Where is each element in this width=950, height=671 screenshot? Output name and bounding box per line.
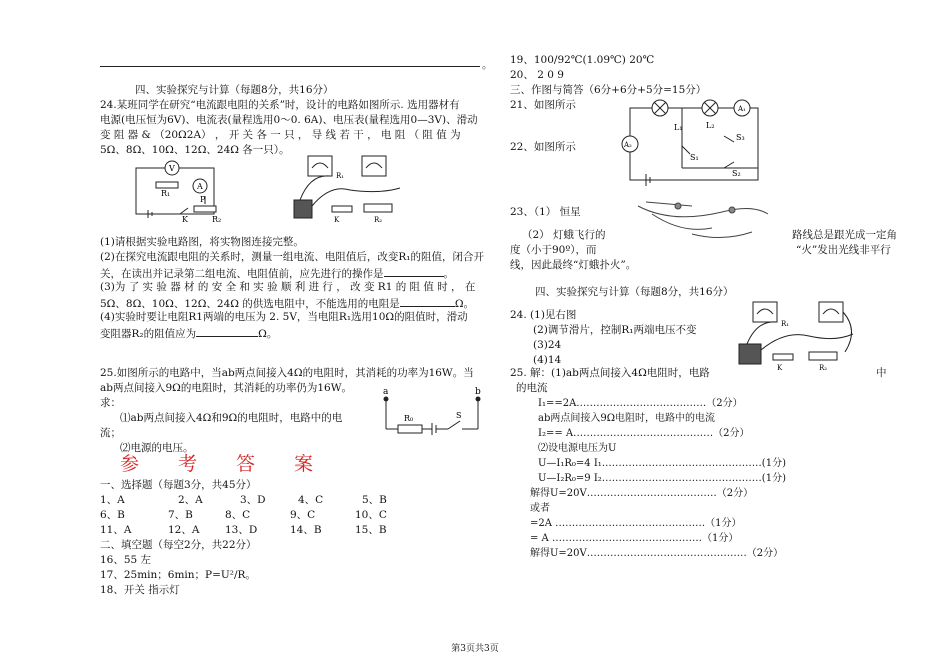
fill-answer: 18、开关 指示灯: [100, 584, 180, 596]
a25-heading-right: 中: [876, 367, 887, 379]
fig24-pic-R1: R₁: [336, 172, 345, 180]
a24-line: 24. (1)见右图: [510, 309, 577, 321]
q24-line: 电源(电压恒为6V)、电流表(量程选用0～0. 6A)、电压表(量程选用0—3V)、滑动: [100, 114, 478, 126]
fig24-R2-label: R₂: [212, 215, 222, 224]
q24-sub: (1)请根据实验电路图，将实物图连接完整。: [100, 236, 304, 248]
top-period: 。: [482, 59, 493, 71]
choice-answer: 7、B: [168, 509, 193, 521]
q25-line: 求：: [100, 397, 121, 409]
fig21-A1: A₁: [738, 105, 746, 113]
choice-answer: 13、D: [225, 524, 258, 536]
q21-circuit-diagram: [612, 96, 768, 188]
a25-line: U—I₂R₀=9 I₂…………………………………………(1分): [538, 473, 786, 484]
answer-blank: [400, 295, 455, 307]
choice-answer: 2、A: [178, 494, 203, 506]
section4-heading-right: 四、实验探究与计算（每题8分，共16分）: [535, 286, 734, 298]
q24-sub-text: 变阻器R₂的阻值应为: [100, 328, 197, 340]
answer-title-char: 考: [178, 453, 200, 475]
a25-line: 解得U=20V…………………………………（2分）: [530, 488, 754, 499]
fig21-L2: L₂: [706, 121, 715, 130]
a25-line: ab两点间接入9Ω电阻时，电路中的电流: [538, 413, 716, 424]
q23-line: 度（小于90º），而: [510, 244, 597, 256]
a25-line: I₂== A……………………………………（2分）: [538, 428, 750, 439]
fig24-pic-K: K: [334, 216, 340, 224]
a25-line: U—I₁R₀=4 I₁…………………………………………(1分): [538, 458, 786, 469]
fig21-S2: S₂: [732, 169, 741, 178]
q22-optics-diagram: [632, 184, 772, 246]
answer-title-char: 答: [236, 453, 258, 475]
a24-line: (4)14: [533, 354, 562, 366]
q24-sub-blank-line: [100, 325, 277, 342]
q23-line: “火”发出光线非平行: [796, 244, 891, 256]
fig21-S1: S₁: [690, 153, 699, 162]
choice-answer: 10、C: [355, 509, 387, 521]
q24-apparatus-picture: [290, 154, 420, 226]
q24-circuit-diagram: [128, 158, 238, 222]
fig21-S3: S₃: [736, 133, 745, 142]
fig24-A-label: A: [197, 182, 203, 191]
q24-line: 24.某班同学在研究“电流跟电阻的关系”时，设计的电路如图所示. 选用器材有: [100, 99, 460, 111]
fig24-K-label: K: [182, 215, 188, 224]
q24-line: 5Ω、8Ω、10Ω、12Ω、24Ω 各一只）。: [100, 144, 290, 156]
q24-ohm: Ω。: [258, 328, 278, 340]
choice-answer: 6、B: [100, 509, 125, 521]
answer-line: 19、100/92℃(1.09℃) 20℃: [510, 54, 655, 66]
top-rule: [100, 66, 480, 67]
q23-line: 路线总是跟光成一定角: [792, 229, 897, 241]
choice-answer: 9、C: [290, 509, 316, 521]
q24-period: 。: [443, 268, 454, 280]
fig25-S-label: S: [456, 411, 462, 420]
q24-sub-text: 关，在读出并记录第二组电流、电阻值前，应先进行的操作是: [100, 268, 384, 280]
a24-pic-R2: R₂: [819, 364, 828, 372]
q24-line: 变 阻 器 & （20Ω2A） ， 开 关 各 一 只 ， 导 线 若 干 ， 电 阻 （ 阻 值 为: [100, 129, 461, 141]
a25-line: = A ………………………………………（1分）: [530, 533, 739, 544]
answer-line: 三、作图与简答（6分+6分+5分=15分）: [510, 84, 707, 96]
q24-ohm: Ω。: [454, 298, 475, 310]
fill-answer: 17、25min；6min；P=U²/R。: [100, 569, 256, 581]
answer-blank: [196, 325, 258, 337]
section4-heading: 四、实验探究与计算（每题8分，共16分）: [135, 84, 334, 96]
a24-pic-K: K: [777, 364, 783, 372]
fig25-a-label: a: [383, 387, 389, 397]
answer-line: 20、 2 0 9: [510, 69, 564, 81]
fig24-pic-R2: R₂: [374, 216, 383, 224]
choice-answer: 8、C: [225, 509, 251, 521]
a24-line: (2)调节滑片，控制R₁两端电压不变: [533, 324, 697, 336]
sec1-heading: 一、选择题（每题3分，共45分）: [100, 479, 257, 491]
fig21-A2: A₂: [624, 141, 632, 149]
answer-key-title: [120, 453, 352, 475]
fig24-R1-label: R₁: [161, 189, 171, 198]
a24-pic-R1: R₁: [781, 320, 790, 328]
answer-title-char: 参: [120, 453, 142, 475]
choice-answer: 4、C: [298, 494, 324, 506]
fig25-b-label: b: [475, 387, 481, 397]
fig21-L1: L₁: [674, 123, 683, 132]
a25-line: I₁==2A…………………………………（2分）: [538, 398, 743, 409]
q25-circuit-diagram: [378, 385, 490, 441]
q25-line: 流；: [100, 427, 121, 439]
q25-line: ab两点间接入9Ω的电阻时，其消耗的功率仍为16W。: [100, 382, 353, 394]
q23-line: （2） 灯蛾飞行的: [522, 229, 606, 241]
page-footer: 第3页共3页: [451, 644, 499, 654]
a25-line: =2A ………………………………………（1分）: [530, 518, 742, 529]
fill-answer: 16、55 左: [100, 554, 152, 566]
q25-line: 25.如图所示的电路中，当ab两点间接入4Ω的电阻时，其消耗的功率为16W。当: [100, 367, 474, 379]
answer-title-char: 案: [294, 453, 316, 475]
sec2-heading: 二、填空题（每空2分，共22分）: [100, 539, 257, 551]
choice-answer: 14、B: [290, 524, 322, 536]
a24-line: (3)24: [533, 339, 562, 351]
a25-line: 解得U=20V…………………………………………（2分）: [530, 548, 784, 559]
choice-answer: 3、D: [240, 494, 266, 506]
fig25-R0-label: R₀: [404, 414, 414, 423]
a25-heading: 25. 解：(1)ab两点间接入4Ω电阻时，电路: [510, 367, 710, 379]
answer-line: 21、如图所示: [510, 99, 576, 111]
answer-line: 22、如图所示: [510, 141, 576, 153]
a25-line: 的电流: [516, 382, 548, 394]
choice-answer: 5、B: [362, 494, 387, 506]
q24-sub: (2)在探究电流跟电阻的关系时，测量一组电流、电阻值后，改变R₁的阻值，闭合开: [100, 251, 484, 263]
q25-line: ⑵电源的电压。: [120, 442, 194, 454]
choice-answer: 1、A: [100, 494, 125, 506]
q23-line: 线，因此最终“灯蛾扑火”。: [510, 259, 637, 271]
answer-blank: [384, 265, 444, 277]
choice-answer: 12、A: [168, 524, 200, 536]
choice-answer: 11、A: [100, 524, 132, 536]
fig24-V-label: V: [169, 164, 175, 173]
q23-line: 23、（1） 恒星: [510, 206, 581, 218]
q25-line: ⑴ab两点间接入4Ω和9Ω的电阻时，电路中的电: [120, 412, 343, 424]
choice-answer: 15、B: [355, 524, 387, 536]
a25-line: 或者: [530, 503, 550, 514]
q24-sub: (4)实验时要让电阻R1两端的电压为 2. 5V，当电阻R₁选用10Ω的阻值时，滑动: [100, 311, 468, 323]
a24-apparatus-picture: [735, 300, 865, 372]
q24-sub: (3)为 了 实 验 器 材 的 安 全 和 实 验 顺 利 进 行 ， 改 变 R1 的 阻 值 时 ， 在: [100, 281, 476, 293]
q24-sub-text: 5Ω、8Ω、10Ω、12Ω、24Ω 的供选电阻中，不能选用的电阻是: [100, 298, 400, 310]
fig24-P-label: P: [200, 195, 206, 204]
a25-line: ⑵设电源电压为U: [538, 443, 617, 454]
